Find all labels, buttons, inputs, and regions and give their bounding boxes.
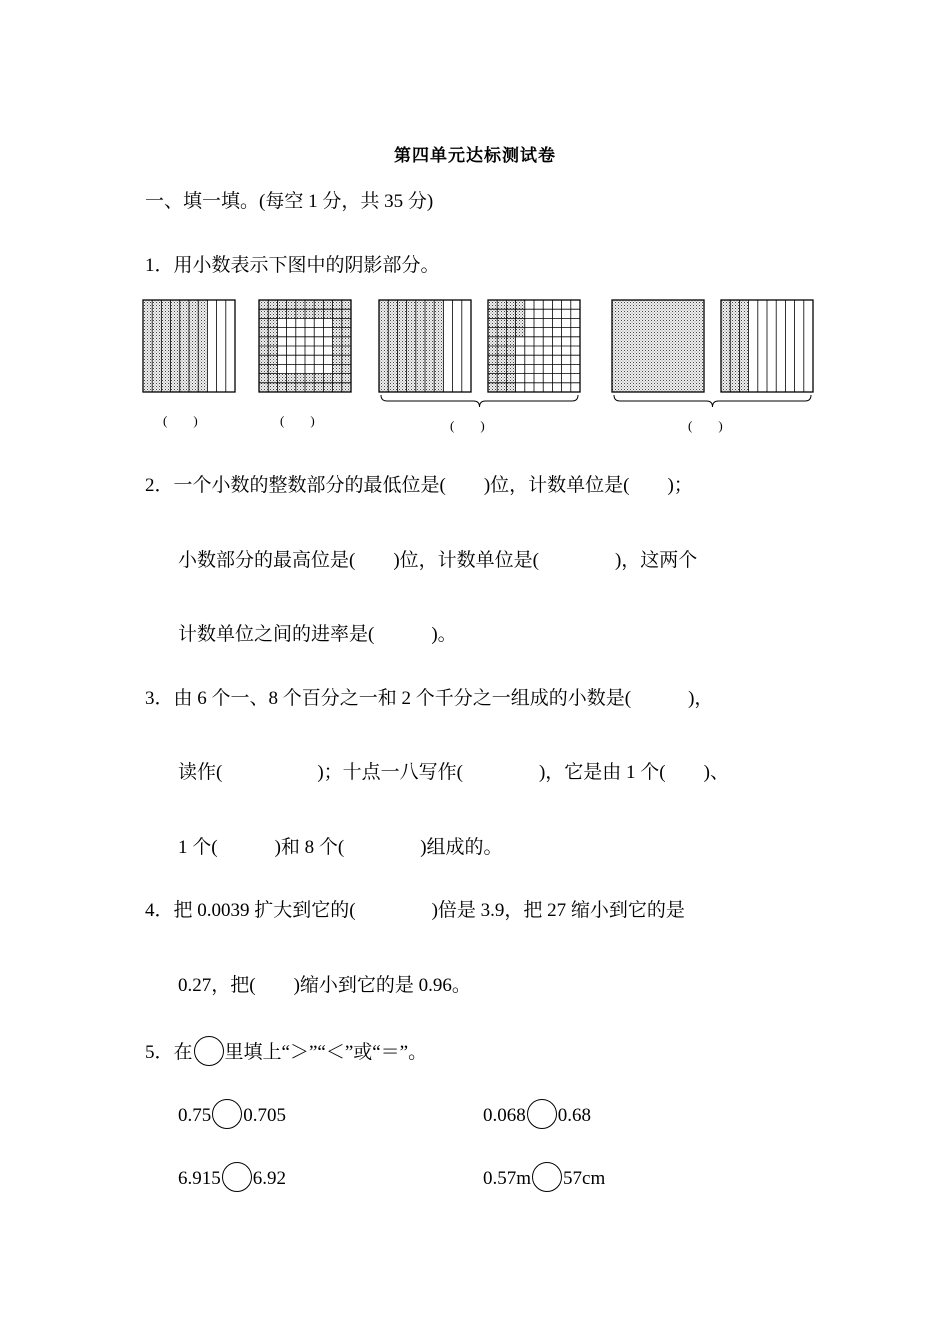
compare-left-value: 0.068 [483,1105,526,1126]
question-5-suffix: 里填上“＞”“＜”或“＝”。 [224,1042,428,1063]
shaded-area [259,328,268,337]
compare-item-1 [178,1099,286,1129]
shaded-area [287,300,296,309]
shaded-area [143,300,207,392]
compare-right-value: 6.92 [252,1168,286,1189]
shaded-area [323,374,332,383]
shaded-area [296,383,305,392]
compare-item-4 [483,1162,605,1192]
shaded-area [333,364,342,373]
shaded-area [268,309,277,318]
shaded-area [342,355,351,364]
shaded-area [323,300,332,309]
shaded-area [342,383,351,392]
shaded-area [333,383,342,392]
shaded-area [305,374,314,383]
question-3-line-3: 1 个( )和 8 个( )组成的。 [178,837,503,858]
shaded-area [259,374,268,383]
compare-circle-blank[interactable] [212,1099,242,1129]
shaded-area [259,337,268,346]
compare-right-value: 0.68 [557,1105,591,1126]
shaded-area [268,364,277,373]
shaded-area [287,309,296,318]
shaded-area [333,337,342,346]
shaded-area [333,374,342,383]
shaded-area [268,300,277,309]
shaded-area [287,374,296,383]
shaded-area [314,374,323,383]
shaded-area [268,337,277,346]
question-3-line-2: 读作( )；十点一八写作( )，它是由 1 个( )、 [178,762,729,783]
shaded-area [612,300,704,392]
shaded-area [268,346,277,355]
shaded-area [323,309,332,318]
shaded-area [259,383,268,392]
question-5-instruction [145,1036,427,1066]
shaded-area [277,309,286,318]
shaded-area [342,300,351,309]
shaded-area [314,383,323,392]
shaded-area [268,383,277,392]
brace-icon [614,395,811,407]
shaded-area [314,300,323,309]
shaded-area [287,383,296,392]
compare-right-value: 0.705 [243,1105,286,1126]
answer-blank-3[interactable]: ( ) [450,418,485,433]
compare-right-value: 57cm [563,1168,606,1189]
shaded-area [259,318,268,327]
question-4-line-2: 0.27，把( )缩小到它的是 0.96。 [178,975,471,996]
shaded-area [721,300,749,392]
compare-left-value: 0.75 [178,1105,212,1126]
answer-blank-1[interactable]: ( ) [163,413,198,428]
compare-circle-blank[interactable] [222,1162,252,1192]
compare-left-value: 6.915 [178,1168,221,1189]
shaded-area [277,383,286,392]
page-title: 第四单元达标测试卷 [394,146,556,165]
example-circle-icon [194,1036,224,1066]
shaded-area [333,309,342,318]
shaded-area [342,309,351,318]
shaded-area [259,364,268,373]
shaded-area [342,318,351,327]
shaded-area [314,309,323,318]
question-3-line-1: 3．由 6 个一、8 个百分之一和 2 个千分之一组成的小数是( )， [145,688,714,709]
shaded-area [277,374,286,383]
shaded-area [333,355,342,364]
shaded-area [342,346,351,355]
shaded-area [342,374,351,383]
shaded-area [333,346,342,355]
shaded-area [277,300,286,309]
question-2-line-3: 计数单位之间的进率是( )。 [178,624,457,645]
compare-item-2 [483,1099,591,1129]
shaded-area [296,300,305,309]
compare-circle-blank[interactable] [532,1162,562,1192]
question-2-line-2: 小数部分的最高位是( )位，计数单位是( )，这两个 [178,550,698,571]
shaded-area [259,355,268,364]
shaded-area [333,328,342,337]
shaded-area [379,300,443,392]
shaded-area [342,328,351,337]
question-1-text: 1．用小数表示下图中的阴影部分。 [145,255,440,276]
shaded-area [268,374,277,383]
question-4-line-1: 4．把 0.0039 扩大到它的( )倍是 3.9，把 27 缩小到它的是 [145,900,685,921]
shaded-area [333,300,342,309]
shaded-area [323,383,332,392]
question-5-prefix: 5．在 [145,1042,193,1063]
section-heading: 一、填一填。(每空 1 分，共 35 分) [145,191,434,212]
shaded-area [305,300,314,309]
shaded-area [268,355,277,364]
shaded-area [259,309,268,318]
shaded-area [333,318,342,327]
question-2-line-1: 2．一个小数的整数部分的最低位是( )位，计数单位是( )； [145,475,693,496]
shaded-area [305,309,314,318]
answer-blank-4[interactable]: ( ) [688,418,723,433]
answer-blank-2[interactable]: ( ) [280,413,315,428]
compare-item-3 [178,1162,286,1192]
shaded-area [296,309,305,318]
shaded-area [259,346,268,355]
shaded-area [268,318,277,327]
shaded-area [296,374,305,383]
shaded-area [342,364,351,373]
compare-circle-blank[interactable] [527,1099,557,1129]
compare-left-value: 0.57m [483,1168,532,1189]
shaded-area [342,337,351,346]
shaded-area [268,328,277,337]
shaded-area [305,383,314,392]
brace-icon [381,395,578,407]
shaded-area [259,300,268,309]
